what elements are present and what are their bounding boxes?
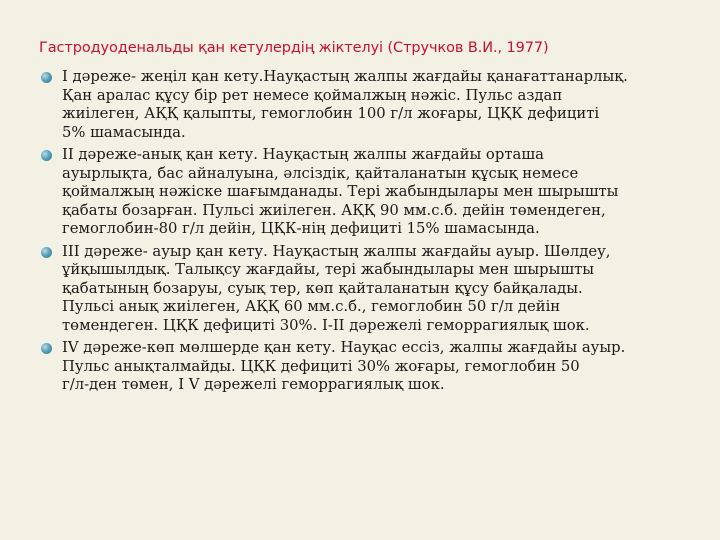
bullet-icon <box>41 150 52 161</box>
list-item-degree-1 <box>40 68 680 142</box>
item-line: І дәреже- жеңіл қан кету.Науқастың жалпы жағдайы қанағаттанарлық. <box>62 68 628 85</box>
item-line: қоймалжың нәжіске шағымданады. Тері жабындылары мен шырышты <box>62 183 619 200</box>
item-line: қабаты бозарған. Пульсі жиілеген. АҚҚ 90 мм.с.б. дейін төмендеген, <box>62 201 606 219</box>
bullet-icon <box>41 72 52 83</box>
slide-title: Гастродуоденальды қан кетулердің жіктелуі (Стручков В.И., 1977) <box>39 40 549 56</box>
item-line: ІV дәреже-көп мөлшерде қан кету. Науқас ессіз, жалпы жағдайы ауыр. <box>62 339 626 356</box>
bullet-icon <box>41 343 52 354</box>
classification-list <box>40 68 680 399</box>
item-line: ІІ дәреже-анық қан кету. Науқастың жалпы жағдайы орташа <box>62 146 544 163</box>
item-line: гемоглобин-80 г/л дейін, ЦҚК-нің дефициті 15% шамасында. <box>62 220 540 237</box>
item-line: қабатының бозаруы, суық тер, көп қайталанатын құсу байқалады. <box>62 279 583 297</box>
list-item-degree-2 <box>40 146 680 239</box>
list-item-degree-3 <box>40 243 680 336</box>
item-line: төмендеген. ЦҚК дефициті 30%. І-ІІ дәрежелі геморрагиялық шок. <box>62 316 590 334</box>
item-line: Қан аралас құсу бір рет немесе қоймалжың нәжіс. Пульс аздап <box>62 86 563 104</box>
list-item-degree-4 <box>40 339 680 395</box>
item-line: 5% шамасында. <box>62 123 186 141</box>
item-line: ІІІ дәреже- ауыр қан кету. Науқастың жалпы жағдайы ауыр. Шөлдеу, <box>62 242 611 260</box>
item-line: жиілеген, АҚҚ қалыпты, гемоглобин 100 г/л жоғары, ЦҚК дефициті <box>62 105 600 122</box>
item-line: ұйқышылдық. Талықсу жағдайы, тері жабындылары мен шырышты <box>62 261 595 278</box>
item-line: Пульсі анық жиілеген, АҚҚ 60 мм.с.б., гемоглобин 50 г/л дейін <box>62 298 561 315</box>
item-line: г/л-ден төмен, І V дәрежелі геморрагиялық шок. <box>62 376 445 393</box>
item-line: Пульс анықталмайды. ЦҚК дефициті 30% жоғары, гемоглобин 50 <box>62 357 580 375</box>
item-line: ауырлықта, бас айналуына, әлсіздік, қайталанатын құсық немесе <box>62 164 579 182</box>
bullet-icon <box>41 247 52 258</box>
